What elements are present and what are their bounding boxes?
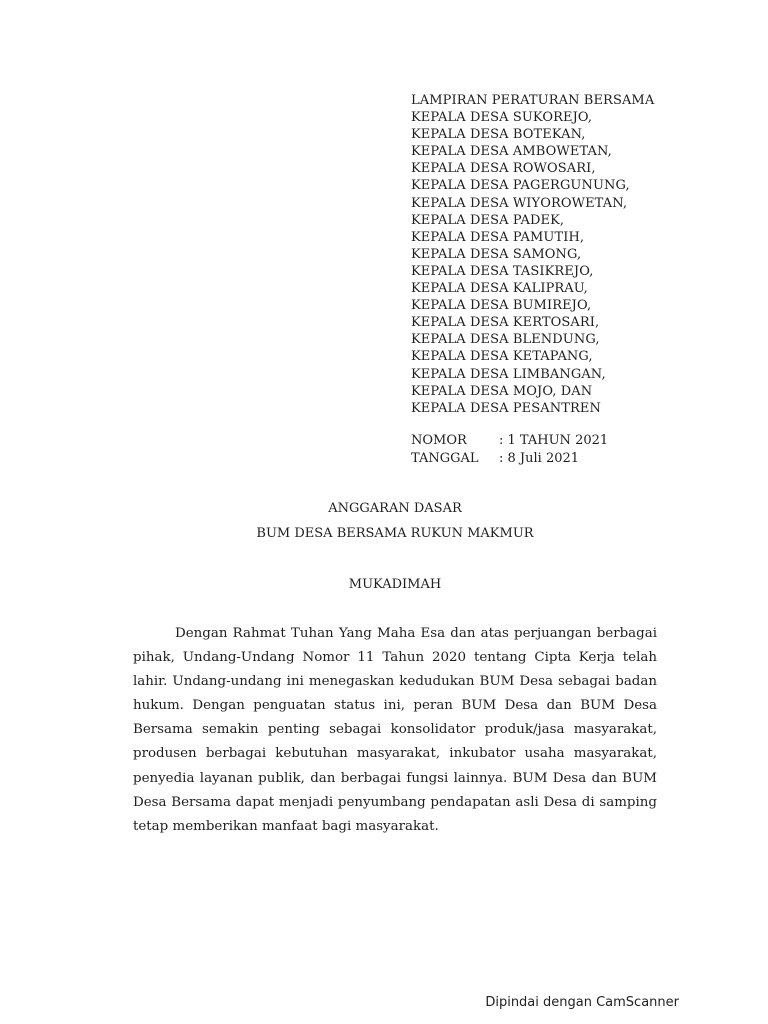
attachment-header — [411, 92, 751, 417]
header-line: KEPALA DESA SAMONG, — [411, 246, 582, 262]
nomor-value: : 1 TAHUN 2021 — [499, 433, 609, 448]
document-title: ANGGARAN DASAR — [328, 501, 462, 516]
header-line: KEPALA DESA LIMBANGAN, — [411, 366, 606, 382]
header-line: KEPALA DESA BLENDUNG, — [411, 332, 600, 348]
header-line: KEPALA DESA WIYOROWETAN, — [411, 195, 628, 211]
header-line: KEPALA DESA MOJO, DAN — [411, 383, 593, 399]
camscanner-watermark: Dipindai dengan CamScanner — [485, 995, 679, 1010]
header-line: KEPALA DESA ROWOSARI, — [411, 161, 596, 177]
tanggal-label: TANGGAL — [411, 451, 479, 466]
header-line: KEPALA DESA SUKOREJO, — [411, 110, 593, 126]
header-line: KEPALA DESA TASIKREJO, — [411, 263, 594, 279]
header-line: KEPALA DESA KALIPRAU, — [411, 281, 588, 297]
header-line: KEPALA DESA BUMIREJO, — [411, 298, 592, 314]
header-line: LAMPIRAN PERATURAN BERSAMA — [411, 93, 655, 108]
header-line: KEPALA DESA PAGERGUNUNG, — [411, 178, 630, 194]
tanggal-value: : 8 Juli 2021 — [499, 451, 580, 466]
preamble-paragraph: Dengan Rahmat Tuhan Yang Maha Esa dan atas perjuangan berbagai pihak, Undang-Undang Nomor 11 Tahun 2020 tentang Cipta Kerja telah lahir. Undang-undang ini menegaskan kedudukan BUM Desa sebagai badan hukum. Dengan penguatan status ini, peran BUM Desa dan BUM Desa Bersama semakin penting sebagai konsolidator produk/jasa masyarakat, produsen berbagai kebutuhan masyarakat, inkubator usaha masyarakat, penyedia layanan publik, dan berbagai fungsi lainnya. BUM Desa dan BUM Desa Bersama dapat menjadi penyumbang pendapatan asli Desa di samping tetap memberikan manfaat bagi masyarakat. — [133, 626, 657, 834]
header-line: KEPALA DESA KETAPANG, — [411, 349, 593, 365]
document-subtitle: BUM DESA BERSAMA RUKUN MAKMUR — [256, 526, 534, 541]
header-line: KEPALA DESA BOTEKAN, — [411, 127, 586, 143]
header-line: KEPALA DESA PAMUTIH, — [411, 229, 585, 245]
header-line: KEPALA DESA KERTOSARI, — [411, 315, 600, 331]
nomor-row — [411, 432, 608, 450]
tanggal-row — [411, 450, 608, 468]
nomor-label: NOMOR — [411, 433, 467, 448]
header-line: KEPALA DESA AMBOWETAN, — [411, 144, 612, 160]
section-heading: MUKADIMAH — [348, 577, 442, 592]
header-line: KEPALA DESA PESANTREN — [411, 400, 601, 416]
header-line: KEPALA DESA PADEK, — [411, 212, 565, 228]
document-number-block — [411, 432, 608, 468]
